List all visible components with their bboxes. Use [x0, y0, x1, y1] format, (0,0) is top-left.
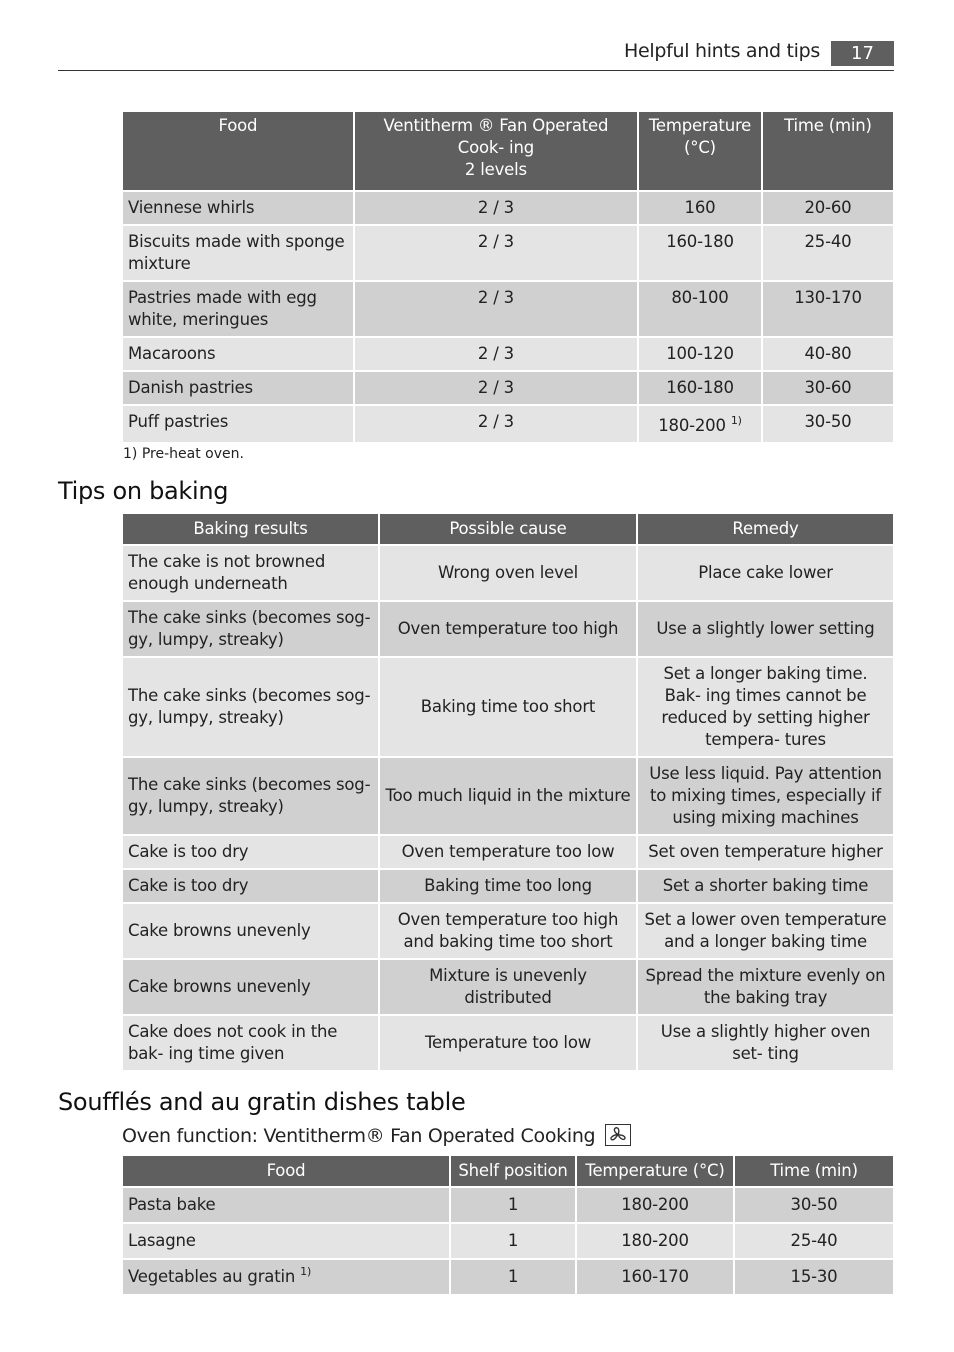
- cell-shelf: 1: [451, 1188, 575, 1222]
- cell-temperature: 80-100: [639, 282, 761, 336]
- cell-food: [123, 1260, 449, 1294]
- table-row: [123, 192, 893, 224]
- cell-food: Macaroons: [123, 338, 353, 370]
- cell-temperature: 100-120: [639, 338, 761, 370]
- cell-food: Danish pastries: [123, 372, 353, 404]
- table-row: [123, 870, 893, 902]
- cell-time: 130-170: [763, 282, 893, 336]
- cell-temperature: 180-200: [577, 1224, 733, 1258]
- page-number: 17: [831, 41, 894, 66]
- column-header-result: Baking results: [123, 514, 378, 544]
- cell-remedy: Use less liquid. Pay attention to mixing times, especially if using mixing machines: [638, 758, 893, 834]
- cell-time: 25-40: [735, 1224, 893, 1258]
- cell-food: Pastries made with egg white, meringues: [123, 282, 353, 336]
- column-header-temperature: Temperature (°C): [577, 1156, 733, 1186]
- table-row: [123, 1188, 893, 1222]
- levels-label: 2 levels: [464, 160, 527, 179]
- cell-cause: Temperature too low: [380, 1016, 636, 1070]
- table-row: [123, 1224, 893, 1258]
- souffles-table: [121, 1154, 895, 1296]
- table-row: [123, 904, 893, 958]
- column-header-remedy: Remedy: [638, 514, 893, 544]
- cell-time: 25-40: [763, 226, 893, 280]
- cell-result: The cake sinks (becomes sog- gy, lumpy, streaky): [123, 602, 378, 656]
- cell-levels: 2 / 3: [355, 406, 637, 442]
- cell-food: Puff pastries: [123, 406, 353, 442]
- table-row: [123, 602, 893, 656]
- oven-function-label: Oven function: Ventitherm® Fan Operated Cooking: [122, 1125, 596, 1147]
- cell-shelf: 1: [451, 1260, 575, 1294]
- fan-cooking-label: Ventitherm ® Fan Operated Cook- ing: [383, 116, 609, 157]
- cell-result: Cake does not cook in the bak- ing time given: [123, 1016, 378, 1070]
- footnote-marker: 1): [730, 414, 742, 427]
- cell-time: 30-60: [763, 372, 893, 404]
- cell-remedy: Use a slightly lower setting: [638, 602, 893, 656]
- cell-time: 30-50: [735, 1188, 893, 1222]
- column-header-fan-cooking: [355, 112, 637, 190]
- header-divider: [58, 70, 894, 71]
- cell-levels: 2 / 3: [355, 282, 637, 336]
- section-title-tips: Tips on baking: [58, 477, 229, 505]
- cell-result: Cake is too dry: [123, 836, 378, 868]
- cell-time: 30-50: [763, 406, 893, 442]
- cell-levels: 2 / 3: [355, 226, 637, 280]
- cell-food: Viennese whirls: [123, 192, 353, 224]
- table-header-row: [123, 112, 893, 190]
- cell-remedy: Place cake lower: [638, 546, 893, 600]
- remedy-text-b: Bak- ing times cannot be reduced by setting higher tempera- tures: [661, 686, 870, 749]
- cell-cause: Wrong oven level: [380, 546, 636, 600]
- cell-cause: Oven temperature too low: [380, 836, 636, 868]
- cell-temperature: [639, 406, 761, 442]
- cell-result: The cake is not browned enough underneath: [123, 546, 378, 600]
- cell-cause: Oven temperature too high and baking time too short: [380, 904, 636, 958]
- cell-levels: 2 / 3: [355, 338, 637, 370]
- cell-temperature: 160-180: [639, 226, 761, 280]
- cell-temperature: 180-200: [577, 1188, 733, 1222]
- cell-result: Cake is too dry: [123, 870, 378, 902]
- tips-table: [121, 512, 895, 1072]
- food-name: Vegetables au gratin: [128, 1267, 296, 1286]
- column-header-food: Food: [123, 1156, 449, 1186]
- cell-cause: Baking time too long: [380, 870, 636, 902]
- cell-levels: 2 / 3: [355, 372, 637, 404]
- header-title: Helpful hints and tips: [624, 40, 820, 62]
- column-header-time: Time (min): [735, 1156, 893, 1186]
- cell-food: Lasagne: [123, 1224, 449, 1258]
- table-row: [123, 338, 893, 370]
- footnote: 1) Pre-heat oven.: [123, 446, 244, 462]
- cell-remedy: [638, 658, 893, 756]
- cell-time: 15-30: [735, 1260, 893, 1294]
- table-row: [123, 1016, 893, 1070]
- column-header-shelf: Shelf position: [451, 1156, 575, 1186]
- table-row: [123, 406, 893, 442]
- column-header-cause: Possible cause: [380, 514, 636, 544]
- table-row: [123, 372, 893, 404]
- table-header-row: [123, 514, 893, 544]
- temperature-value: 180-200: [658, 416, 726, 435]
- table-header-row: [123, 1156, 893, 1186]
- cell-remedy: Set a lower oven temperature and a longer baking time: [638, 904, 893, 958]
- table-row: [123, 836, 893, 868]
- cell-remedy: Use a slightly higher oven set- ting: [638, 1016, 893, 1070]
- cell-remedy: Set a shorter baking time: [638, 870, 893, 902]
- section-title-souffles: Soufflés and au gratin dishes table: [58, 1088, 466, 1116]
- column-header-time: Time (min): [763, 112, 893, 190]
- table-row: [123, 226, 893, 280]
- cell-result: The cake sinks (becomes sog- gy, lumpy, streaky): [123, 658, 378, 756]
- table-row: [123, 960, 893, 1014]
- cell-remedy: Set oven temperature higher: [638, 836, 893, 868]
- column-header-temperature: Temperature (°C): [639, 112, 761, 190]
- fan-icon: [605, 1124, 631, 1146]
- table-row: [123, 658, 893, 756]
- cell-shelf: 1: [451, 1224, 575, 1258]
- cell-levels: 2 / 3: [355, 192, 637, 224]
- cell-result: Cake browns unevenly: [123, 904, 378, 958]
- cell-cause: Mixture is unevenly distributed: [380, 960, 636, 1014]
- oven-function-line: [122, 1124, 631, 1147]
- table-row: [123, 282, 893, 336]
- cell-temperature: 160: [639, 192, 761, 224]
- cell-food: Biscuits made with sponge mixture: [123, 226, 353, 280]
- footnote-marker: 1): [300, 1265, 312, 1278]
- cell-result: The cake sinks (becomes sog- gy, lumpy, streaky): [123, 758, 378, 834]
- baking-table: [121, 110, 895, 444]
- cell-temperature: 160-180: [639, 372, 761, 404]
- cell-cause: Oven temperature too high: [380, 602, 636, 656]
- cell-food: Pasta bake: [123, 1188, 449, 1222]
- table-row: [123, 1260, 893, 1294]
- cell-cause: Too much liquid in the mixture: [380, 758, 636, 834]
- cell-time: 20-60: [763, 192, 893, 224]
- remedy-text-a: Set a longer baking time.: [663, 664, 868, 683]
- cell-temperature: 160-170: [577, 1260, 733, 1294]
- cell-cause: Baking time too short: [380, 658, 636, 756]
- cell-time: 40-80: [763, 338, 893, 370]
- cell-remedy: Spread the mixture evenly on the baking tray: [638, 960, 893, 1014]
- table-row: [123, 546, 893, 600]
- column-header-food: Food: [123, 112, 353, 190]
- table-row: [123, 758, 893, 834]
- cell-result: Cake browns unevenly: [123, 960, 378, 1014]
